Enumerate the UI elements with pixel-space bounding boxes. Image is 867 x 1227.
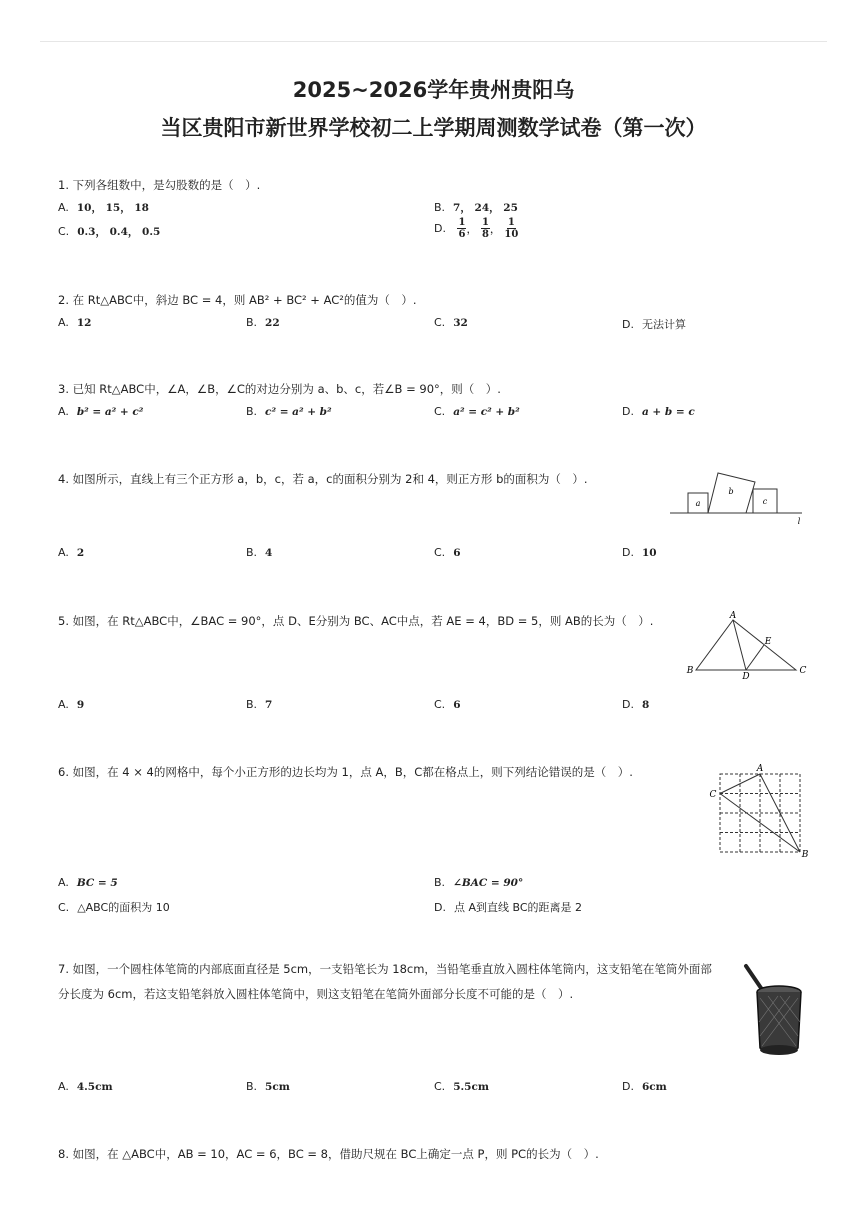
svg-text:C: C xyxy=(799,666,807,676)
question-8-stem: 8. 如图，在 △ABC中，AB = 10，AC = 6，BC = 8，借助尺规在 BC上确定一点 P，则 PC的长为（ ）. xyxy=(58,1147,599,1161)
q2-option-c[interactable]: C. 32 xyxy=(434,316,468,329)
question-4-stem: 4. 如图所示，直线上有三个正方形 a，b，c，若 a，c的面积分别为 2和 4，则正方形 b的面积为（ ）. xyxy=(58,472,588,486)
svg-text:c: c xyxy=(762,497,768,506)
svg-text:A: A xyxy=(729,611,737,621)
question-6-stem: 6. 如图，在 4 × 4的网格中，每个小正方形的边长均为 1，点 A，B，C都在格点上，则下列结论错误的是（ ）. xyxy=(58,765,633,779)
q7-option-a[interactable]: A. 4.5cm xyxy=(58,1080,113,1093)
q1-option-b[interactable]: B. 7， 24， 25 xyxy=(434,201,518,214)
q7-option-b[interactable]: B. 5cm xyxy=(246,1080,290,1093)
svg-text:a: a xyxy=(695,499,701,508)
q6-option-c[interactable]: C. △ABC的面积为 10 xyxy=(58,901,170,914)
q3-option-a[interactable]: A. b² = a² + c² xyxy=(58,405,144,418)
q2-option-d[interactable]: D. 无法计算 xyxy=(622,318,686,331)
q6-option-d[interactable]: D. 点 A到直线 BC的距离是 2 xyxy=(434,901,583,914)
q5-option-d[interactable]: D. 8 xyxy=(622,698,650,711)
q3-option-b[interactable]: B. c² = a² + b² xyxy=(246,405,332,418)
page-title-line2: 当区贵阳市新世界学校初二上学期周测数学试卷（第一次） xyxy=(160,116,707,140)
page-title-line1: 2025~2026学年贵州贵阳乌 xyxy=(292,78,575,102)
q1-option-c[interactable]: C. 0.3， 0.4， 0.5 xyxy=(58,225,161,238)
grid-triangle-figure xyxy=(706,760,812,860)
q5-option-c[interactable]: C. 6 xyxy=(434,698,461,711)
three-squares-figure xyxy=(668,466,808,528)
q4-option-c[interactable]: C. 6 xyxy=(434,546,461,559)
q2-option-b[interactable]: B. 22 xyxy=(246,316,280,329)
q5-option-b[interactable]: B. 7 xyxy=(246,698,273,711)
svg-text:E: E xyxy=(764,637,772,647)
top-divider xyxy=(40,41,827,42)
q5-option-a[interactable]: A. 9 xyxy=(58,698,85,711)
q4-option-b[interactable]: B. 4 xyxy=(246,546,273,559)
svg-text:A: A xyxy=(756,764,764,774)
q2-option-a[interactable]: A. 12 xyxy=(58,316,92,329)
q7-option-c[interactable]: C. 5.5cm xyxy=(434,1080,489,1093)
q4-option-d[interactable]: D. 10 xyxy=(622,546,657,559)
fraction: $\frac{1}{8}$ xyxy=(481,217,489,240)
question-3-stem: 3. 已知 Rt△ABC中，∠A，∠B，∠C的对边分别为 a、b、c，若∠B = 90°，则（ ）. xyxy=(58,382,501,396)
q3-option-d[interactable]: D. a + b = c xyxy=(622,405,695,418)
question-2-stem: 2. 在 Rt△ABC中，斜边 BC = 4，则 AB² + BC² + AC²的值为（ ）. xyxy=(58,293,417,307)
q6-option-a[interactable]: A. BC = 5 xyxy=(58,876,118,889)
question-7-stem: 7. 如图，一个圆柱体笔筒的内部底面直径是 5cm，一支铅笔长为 18cm，当铅笔垂直放入圆柱体笔筒内，这支铅笔在笔筒外面部分长度为 6cm，若这支铅笔斜放入圆柱体笔筒中，则这支铅笔在笔筒外面部分长度不可能的是（ ）. xyxy=(58,962,712,1001)
svg-text:D: D xyxy=(742,672,750,680)
q1-option-d[interactable]: D. $\frac{1}{6}$ ， $\frac{1}{8}$ ， $\frac{1}{10}$ xyxy=(434,217,519,240)
svg-text:l: l xyxy=(797,517,801,526)
svg-text:B: B xyxy=(686,666,694,676)
q1-option-a[interactable]: A. 10， 15， 18 xyxy=(58,201,149,214)
question-1-stem: 1. 下列各组数中，是勾股数的是（ ）. xyxy=(58,178,261,192)
q3-option-c[interactable]: C. a² = c² + b² xyxy=(434,405,520,418)
svg-text:b: b xyxy=(728,487,734,496)
fraction: $\frac{1}{10}$ xyxy=(504,217,519,240)
q4-option-a[interactable]: A. 2 xyxy=(58,546,85,559)
q7-option-d[interactable]: D. 6cm xyxy=(622,1080,667,1093)
pen-holder-image xyxy=(740,962,808,1060)
q6-option-b[interactable]: B. ∠BAC = 90° xyxy=(434,876,524,889)
fraction: $\frac{1}{6}$ xyxy=(458,217,466,240)
svg-text:C: C xyxy=(709,790,717,800)
question-5-stem: 5. 如图，在 Rt△ABC中，∠BAC = 90°，点 D、E分别为 BC、AC中点，若 AE = 4，BD = 5，则 AB的长为（ ）. xyxy=(58,614,654,628)
right-triangle-figure xyxy=(684,608,810,680)
svg-text:B: B xyxy=(801,850,809,860)
